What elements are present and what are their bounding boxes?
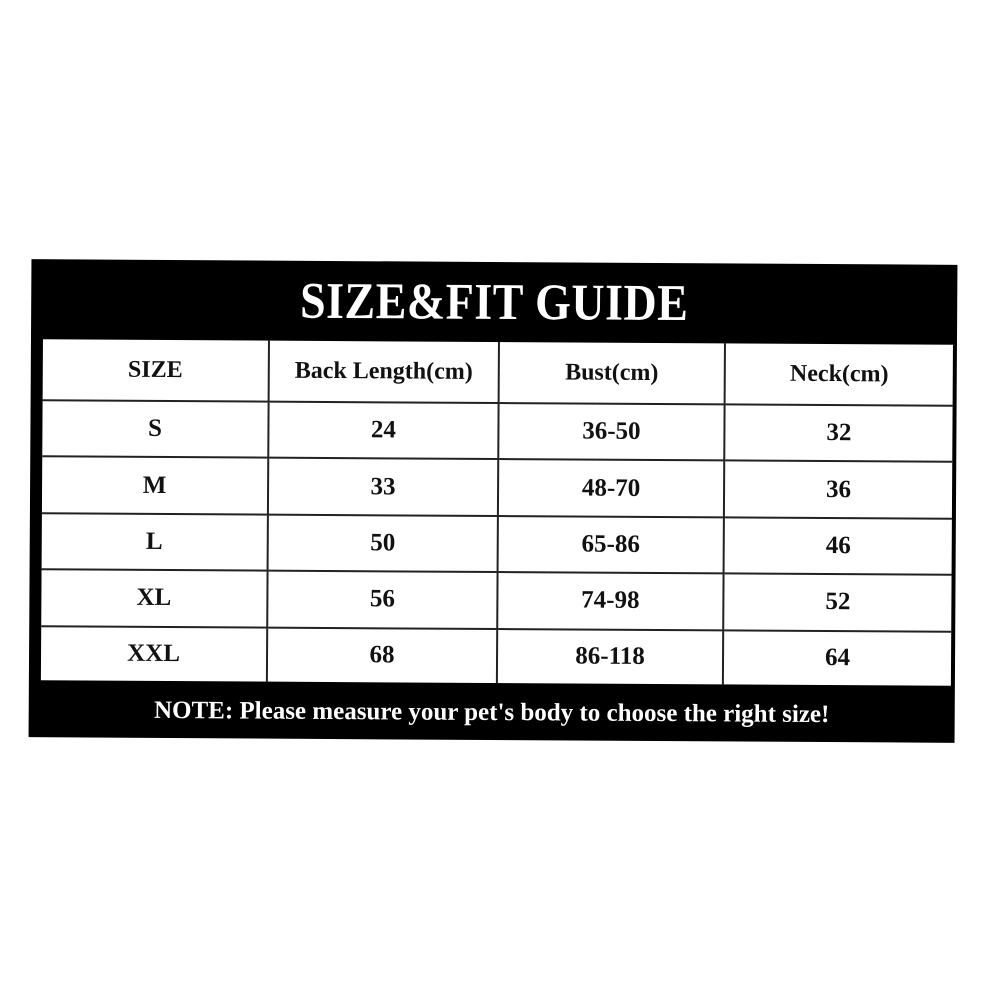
back-length-cell: 24 bbox=[268, 402, 498, 460]
table-header-row bbox=[43, 339, 953, 406]
back-length-cell: 68 bbox=[267, 627, 497, 683]
column-header-back-length: Back Length(cm) bbox=[269, 341, 499, 403]
size-cell: XL bbox=[41, 569, 267, 627]
column-header-size: SIZE bbox=[43, 339, 269, 401]
table-row bbox=[42, 400, 952, 462]
neck-cell: 52 bbox=[723, 574, 951, 632]
table-row bbox=[42, 457, 952, 519]
size-cell: L bbox=[42, 513, 268, 571]
size-cell: M bbox=[42, 457, 268, 515]
back-length-cell: 50 bbox=[268, 514, 498, 572]
note-text: NOTE: Please measure your pet's body to choose the right size! bbox=[153, 696, 830, 728]
neck-cell: 36 bbox=[724, 461, 952, 519]
table-row bbox=[42, 513, 952, 575]
neck-cell: 46 bbox=[724, 517, 952, 575]
neck-cell: 64 bbox=[723, 630, 951, 686]
bust-cell: 36-50 bbox=[498, 403, 724, 461]
bust-cell: 65-86 bbox=[498, 516, 724, 574]
size-cell: XXL bbox=[41, 626, 267, 682]
bust-cell: 48-70 bbox=[498, 459, 724, 517]
neck-cell: 32 bbox=[724, 404, 952, 462]
note-bar bbox=[29, 682, 955, 743]
table-row bbox=[41, 569, 951, 631]
size-cell: S bbox=[42, 400, 268, 458]
back-length-cell: 56 bbox=[267, 571, 497, 629]
column-header-neck: Neck(cm) bbox=[725, 343, 953, 405]
bust-cell: 86-118 bbox=[497, 629, 723, 685]
column-header-bust: Bust(cm) bbox=[499, 342, 725, 404]
size-guide-chart bbox=[29, 259, 958, 743]
back-length-cell: 33 bbox=[268, 458, 498, 516]
title-bar bbox=[31, 259, 957, 343]
bust-cell: 74-98 bbox=[497, 572, 723, 630]
size-table bbox=[41, 339, 953, 686]
table-row bbox=[41, 626, 951, 686]
size-table-container bbox=[41, 339, 953, 686]
chart-title: SIZE&FIT GUIDE bbox=[299, 271, 689, 331]
